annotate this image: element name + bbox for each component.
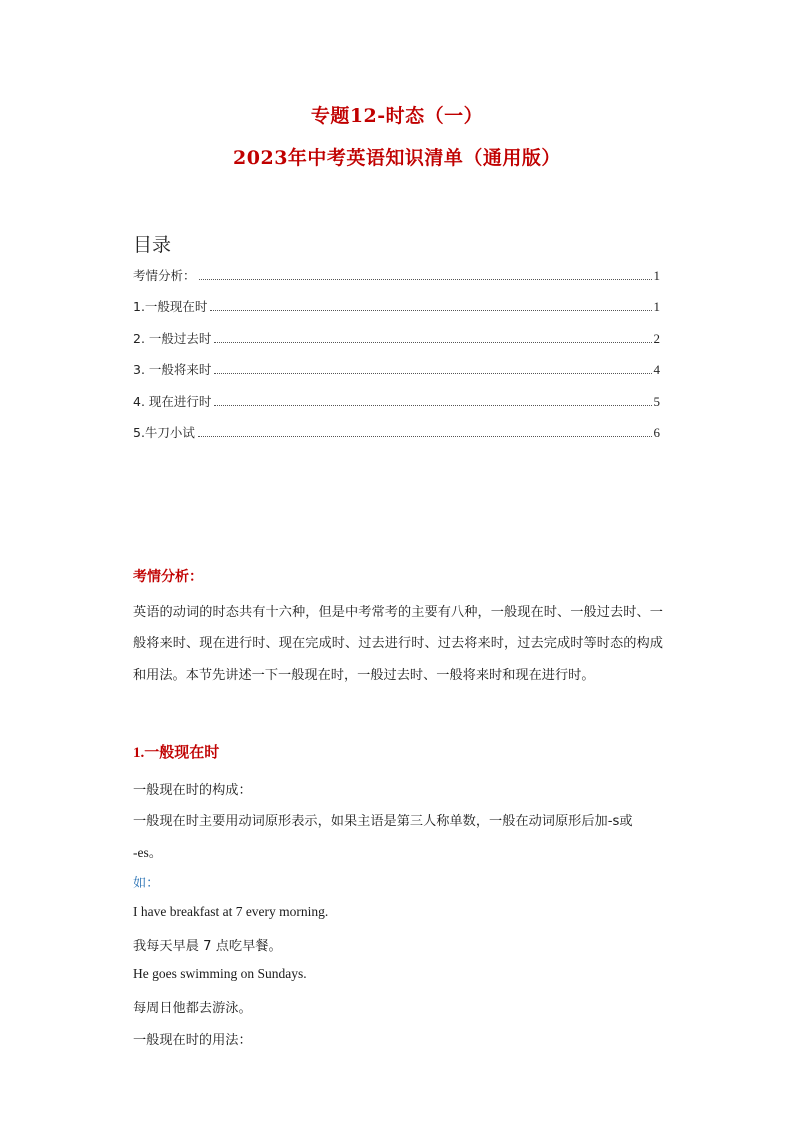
toc-entry-label: 1.一般现在时	[133, 299, 208, 315]
toc-leader-dots	[214, 404, 651, 406]
usage-label: 一般现在时的用法：	[133, 1033, 252, 1048]
toc-leader-dots	[214, 341, 651, 343]
form-text-line: 一般现在时主要用动词原形表示，如果主语是第三人称单数，一般在动词原形后加-s或	[133, 814, 633, 829]
toc-entry-page: 6	[653, 424, 660, 440]
toc-leader-dots	[198, 435, 652, 437]
form-label: 一般现在时的构成：	[133, 783, 252, 798]
example-label: 如：	[133, 876, 160, 891]
toc-entry-label: 2. 一般过去时	[133, 330, 212, 346]
example-english: He goes swimming on Sundays.	[133, 966, 307, 981]
example-chinese: 每周日他都去游泳。	[133, 1001, 252, 1016]
document-title: 专题12-时态（一）	[310, 105, 484, 127]
toc-entry-page: 4	[653, 362, 660, 378]
toc-entry[interactable]	[133, 392, 660, 423]
analysis-paragraph: 英语的动词的时态共有十六种，但是中考常考的主要有八种，一般现在时、一般过去时、一般将来时、现在进行时、现在完成时、过去进行时、过去将来时，过去完成时等时态的构成和用法。本节先讲述一下一般现在时，一般过去时、一般将来时和现在进行时。	[133, 605, 663, 683]
document-subtitle: 2023年中考英语知识清单（通用版）	[233, 147, 561, 169]
toc-entry-page: 1	[653, 299, 660, 315]
example-english: I have breakfast at 7 every morning.	[133, 904, 329, 919]
toc-entry-label: 4. 现在进行时	[133, 393, 212, 409]
table-of-contents	[133, 266, 660, 454]
toc-heading: 目录	[133, 234, 172, 256]
toc-entry-label: 3. 一般将来时	[133, 362, 212, 378]
form-text-line: -es。	[133, 845, 163, 860]
analysis-heading: 考情分析：	[133, 569, 203, 585]
toc-entry-label: 5.牛刀小试	[133, 424, 195, 440]
toc-entry[interactable]	[133, 423, 660, 454]
toc-entry[interactable]	[133, 329, 660, 360]
toc-entry-page: 2	[653, 330, 660, 346]
toc-entry[interactable]	[133, 360, 660, 391]
example-chinese: 我每天早晨 7 点吃早餐。	[133, 939, 282, 954]
toc-leader-dots	[210, 309, 651, 311]
toc-entry[interactable]	[133, 266, 660, 297]
toc-entry-page: 1	[653, 268, 660, 283]
toc-entry-label: 考情分析：	[133, 268, 196, 283]
toc-leader-dots	[214, 372, 651, 374]
toc-leader-dots	[199, 278, 652, 280]
toc-entry-page: 5	[653, 393, 660, 409]
section-heading-present-simple: 1.一般现在时	[133, 745, 220, 761]
toc-entry[interactable]	[133, 297, 660, 328]
